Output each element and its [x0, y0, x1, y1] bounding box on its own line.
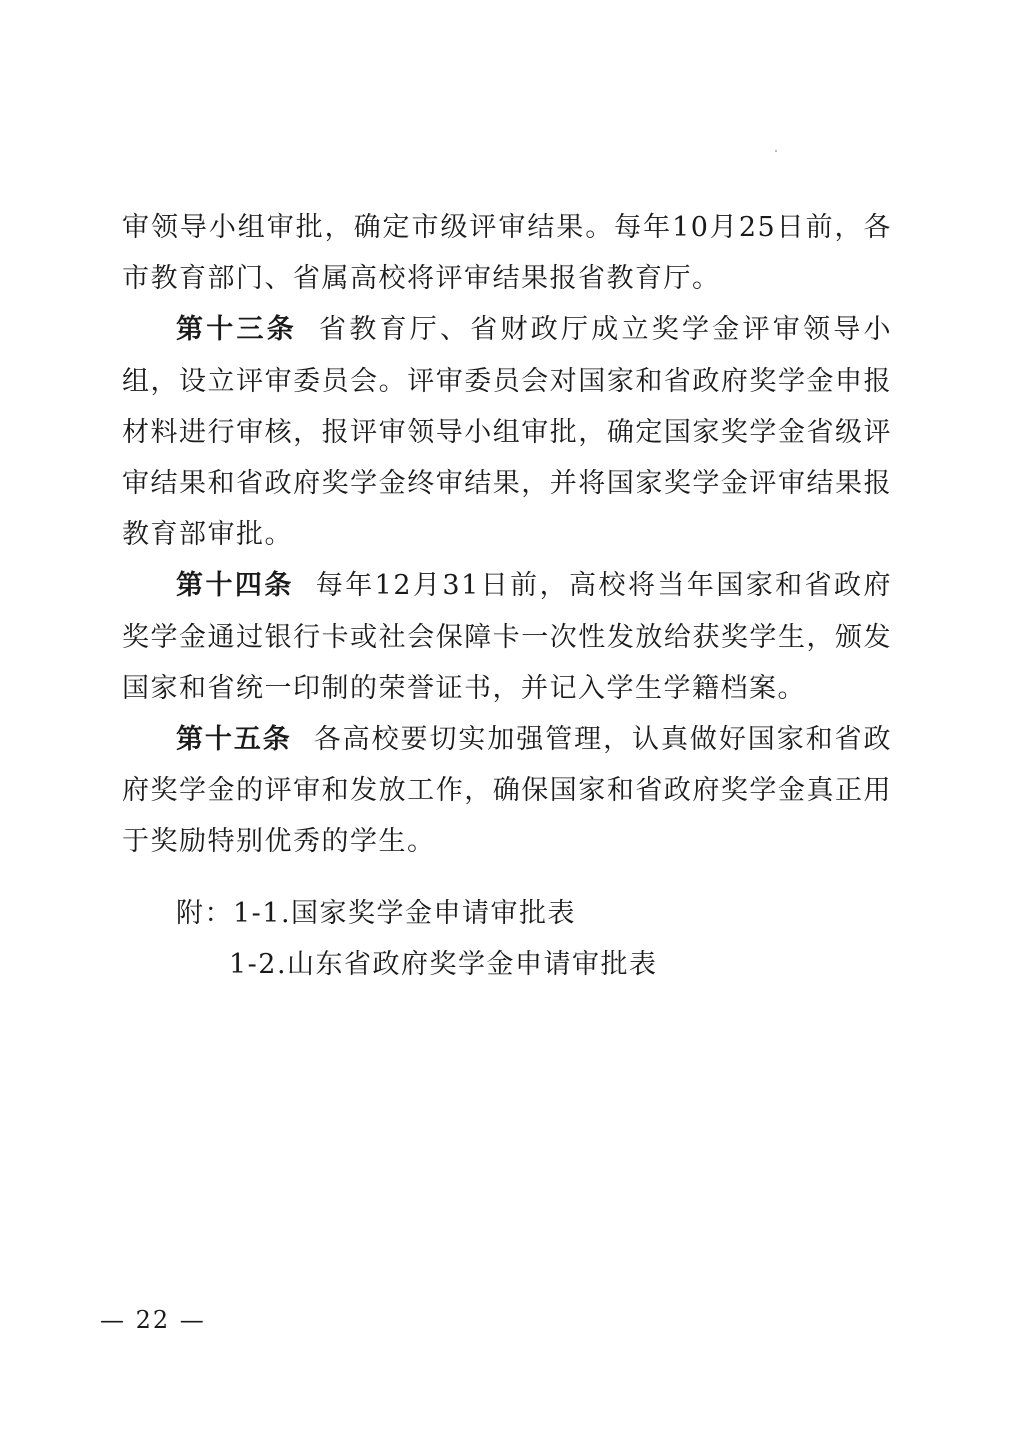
- attachment-title: 1-2.山东省政府奖学金申请审批表: [229, 949, 658, 980]
- article-13: [122, 304, 892, 560]
- attachment-title: 1-1.国家奖学金申请审批表: [233, 898, 577, 929]
- article-14: [122, 560, 892, 714]
- scan-dot-mark: [775, 150, 777, 152]
- paragraph-text: 审领导小组审批，确定市级评审结果。每年10月25日前，各市教育部门、省属高校将评审结果报省教育厅。: [122, 212, 892, 295]
- article-15: [122, 714, 892, 868]
- attachments-list: [176, 888, 658, 990]
- paragraph-text: 省教育厅、省财政厅成立奖学金评审领导小组，设立评审委员会。评审委员会对国家和省政府奖学金申报材料进行审核，报评审领导小组审批，确定国家奖学金省级评审结果和省政府奖学金终审结果，并将国家奖学金评审结果报教育部审批。: [122, 314, 892, 551]
- page-number: — 22 —: [100, 1306, 206, 1334]
- article-label: 第十五条: [176, 724, 292, 756]
- attachment-item: [176, 888, 658, 939]
- paragraph-text: 各高校要切实加强管理，认真做好国家和省政府奖学金的评审和发放工作，确保国家和省政府奖学金真正用于奖励特别优秀的学生。: [122, 724, 893, 858]
- article-label: 第十四条: [176, 570, 294, 602]
- paragraph-continuation: [122, 202, 892, 304]
- article-label: 第十三条: [176, 314, 297, 346]
- attachment-item: [176, 939, 658, 990]
- attachments-prefix: 附：: [176, 898, 233, 929]
- paragraph-text: 每年12月31日前，高校将当年国家和省政府奖学金通过银行卡或社会保障卡一次性发放给获奖学生，颁发国家和省统一印制的荣誉证书，并记入学生学籍档案。: [122, 570, 892, 704]
- document-body: [122, 202, 892, 868]
